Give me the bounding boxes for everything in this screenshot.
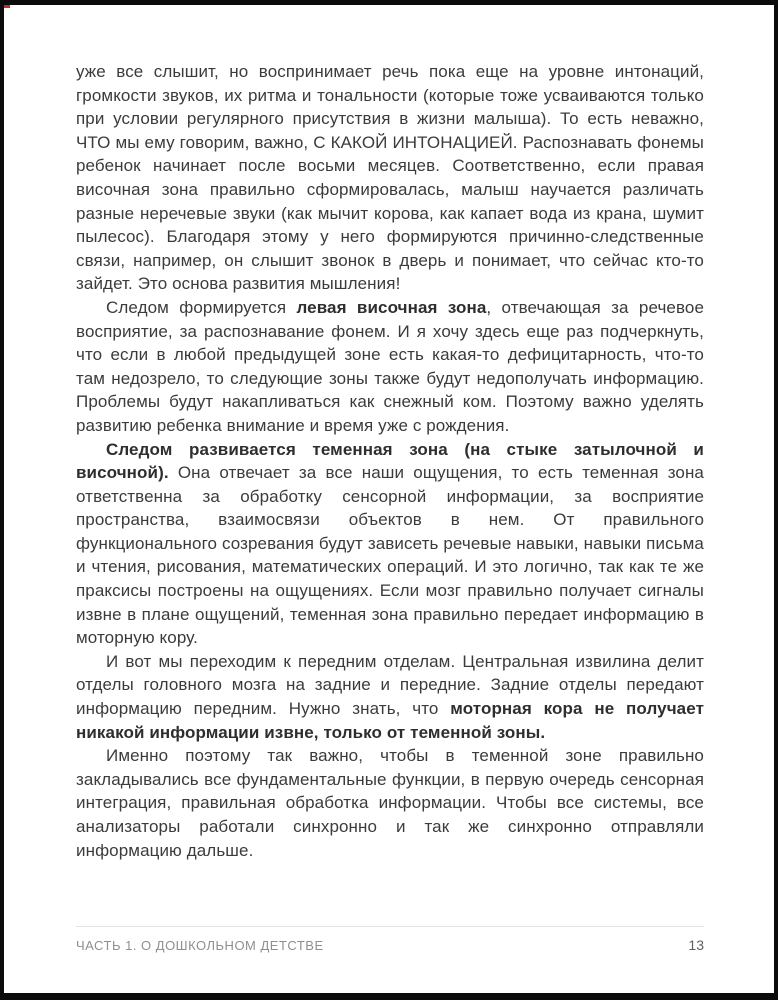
paragraph [76, 438, 704, 650]
paragraph [76, 60, 704, 296]
paragraph [76, 744, 704, 862]
paragraph-text: Следом формируется [106, 297, 297, 317]
paragraph-text: уже все слышит, но воспринимает речь пока еще на уровне интонаций, громкости звуков, их ритма и тональности (которые тоже усваиваются только при условии регулярного присутствия в жизни малыша). То есть неважно, ЧТО мы ему говорим, важно, С КАКОЙ ИНТОНАЦИЕЙ. Распознавать фонемы ребенок начинает после восьми месяцев. Соответственно, если правая височная зона правильно сформировалась, малыш научается различать разные неречевые звуки (как мычит корова, как капает вода из крана, шумит пылесос). Благодаря этому у него формируются причинно-следственные связи, например, он слышит звонок в дверь и понимает, что сейчас кто-то зайдет. Это основа развития мышления! [76, 62, 704, 294]
paragraph-text: Она отвечает за все наши ощущения, то есть теменная зона ответственна за обработку сенсорной информации, за восприятие пространства, взаимосвязи объектов в нем. От правильного функционального созревания будут зависеть речевые навыки, навыки письма и чтения, рисования, математических операций. И это логично, так как те же праксисы построены на ощущениях. Если мозг правильно получает сигналы извне в плане ощущений, теменная зона правильно передает информацию в моторную кору. [76, 463, 704, 648]
paragraph-text-bold: моторная кора не получает никакой информации извне, только от теменной зоны. [76, 699, 704, 742]
page-footer [76, 926, 704, 953]
paragraph-text: , отвечающая за речевое восприятие, за распознавание фонем. И я хочу здесь еще раз подчеркнуть, что если в любой предыдущей зоне есть какая-то дефицитарность, что-то там недозрело, то следующие зоны также будут недополучать информацию. Проблемы будут накапливаться как снежный ком. Поэтому важно уделять развитию ребенка внимание и время уже с рождения. [76, 297, 704, 435]
running-footer-title: ЧАСТЬ 1. О ДОШКОЛЬНОМ ДЕТСТВЕ [76, 938, 324, 953]
page-number: 13 [688, 937, 704, 953]
paragraph [76, 296, 704, 438]
paragraph-text: И вот мы переходим к передним отделам. Центральная извилина делит отделы головного мозга на задние и передние. Задние отделы передают информацию передним. Нужно знать, что [76, 651, 704, 719]
paragraph-text: Именно поэтому так важно, чтобы в теменной зоне правильно закладывались все фундаментальные функции, в первую очередь сенсорная интеграция, правильная обработка информации. Чтобы все системы, все анализаторы работали синхронно и так же синхронно отправляли информацию дальше. [76, 746, 704, 860]
page-body [76, 60, 704, 862]
scan-artifact [0, 0, 10, 8]
paragraph-text-bold: Следом развивается теменная зона (на стыке затылочной и височной). [76, 439, 704, 483]
paragraph [76, 650, 704, 744]
paragraph-text-bold: левая височная зона [296, 297, 487, 317]
